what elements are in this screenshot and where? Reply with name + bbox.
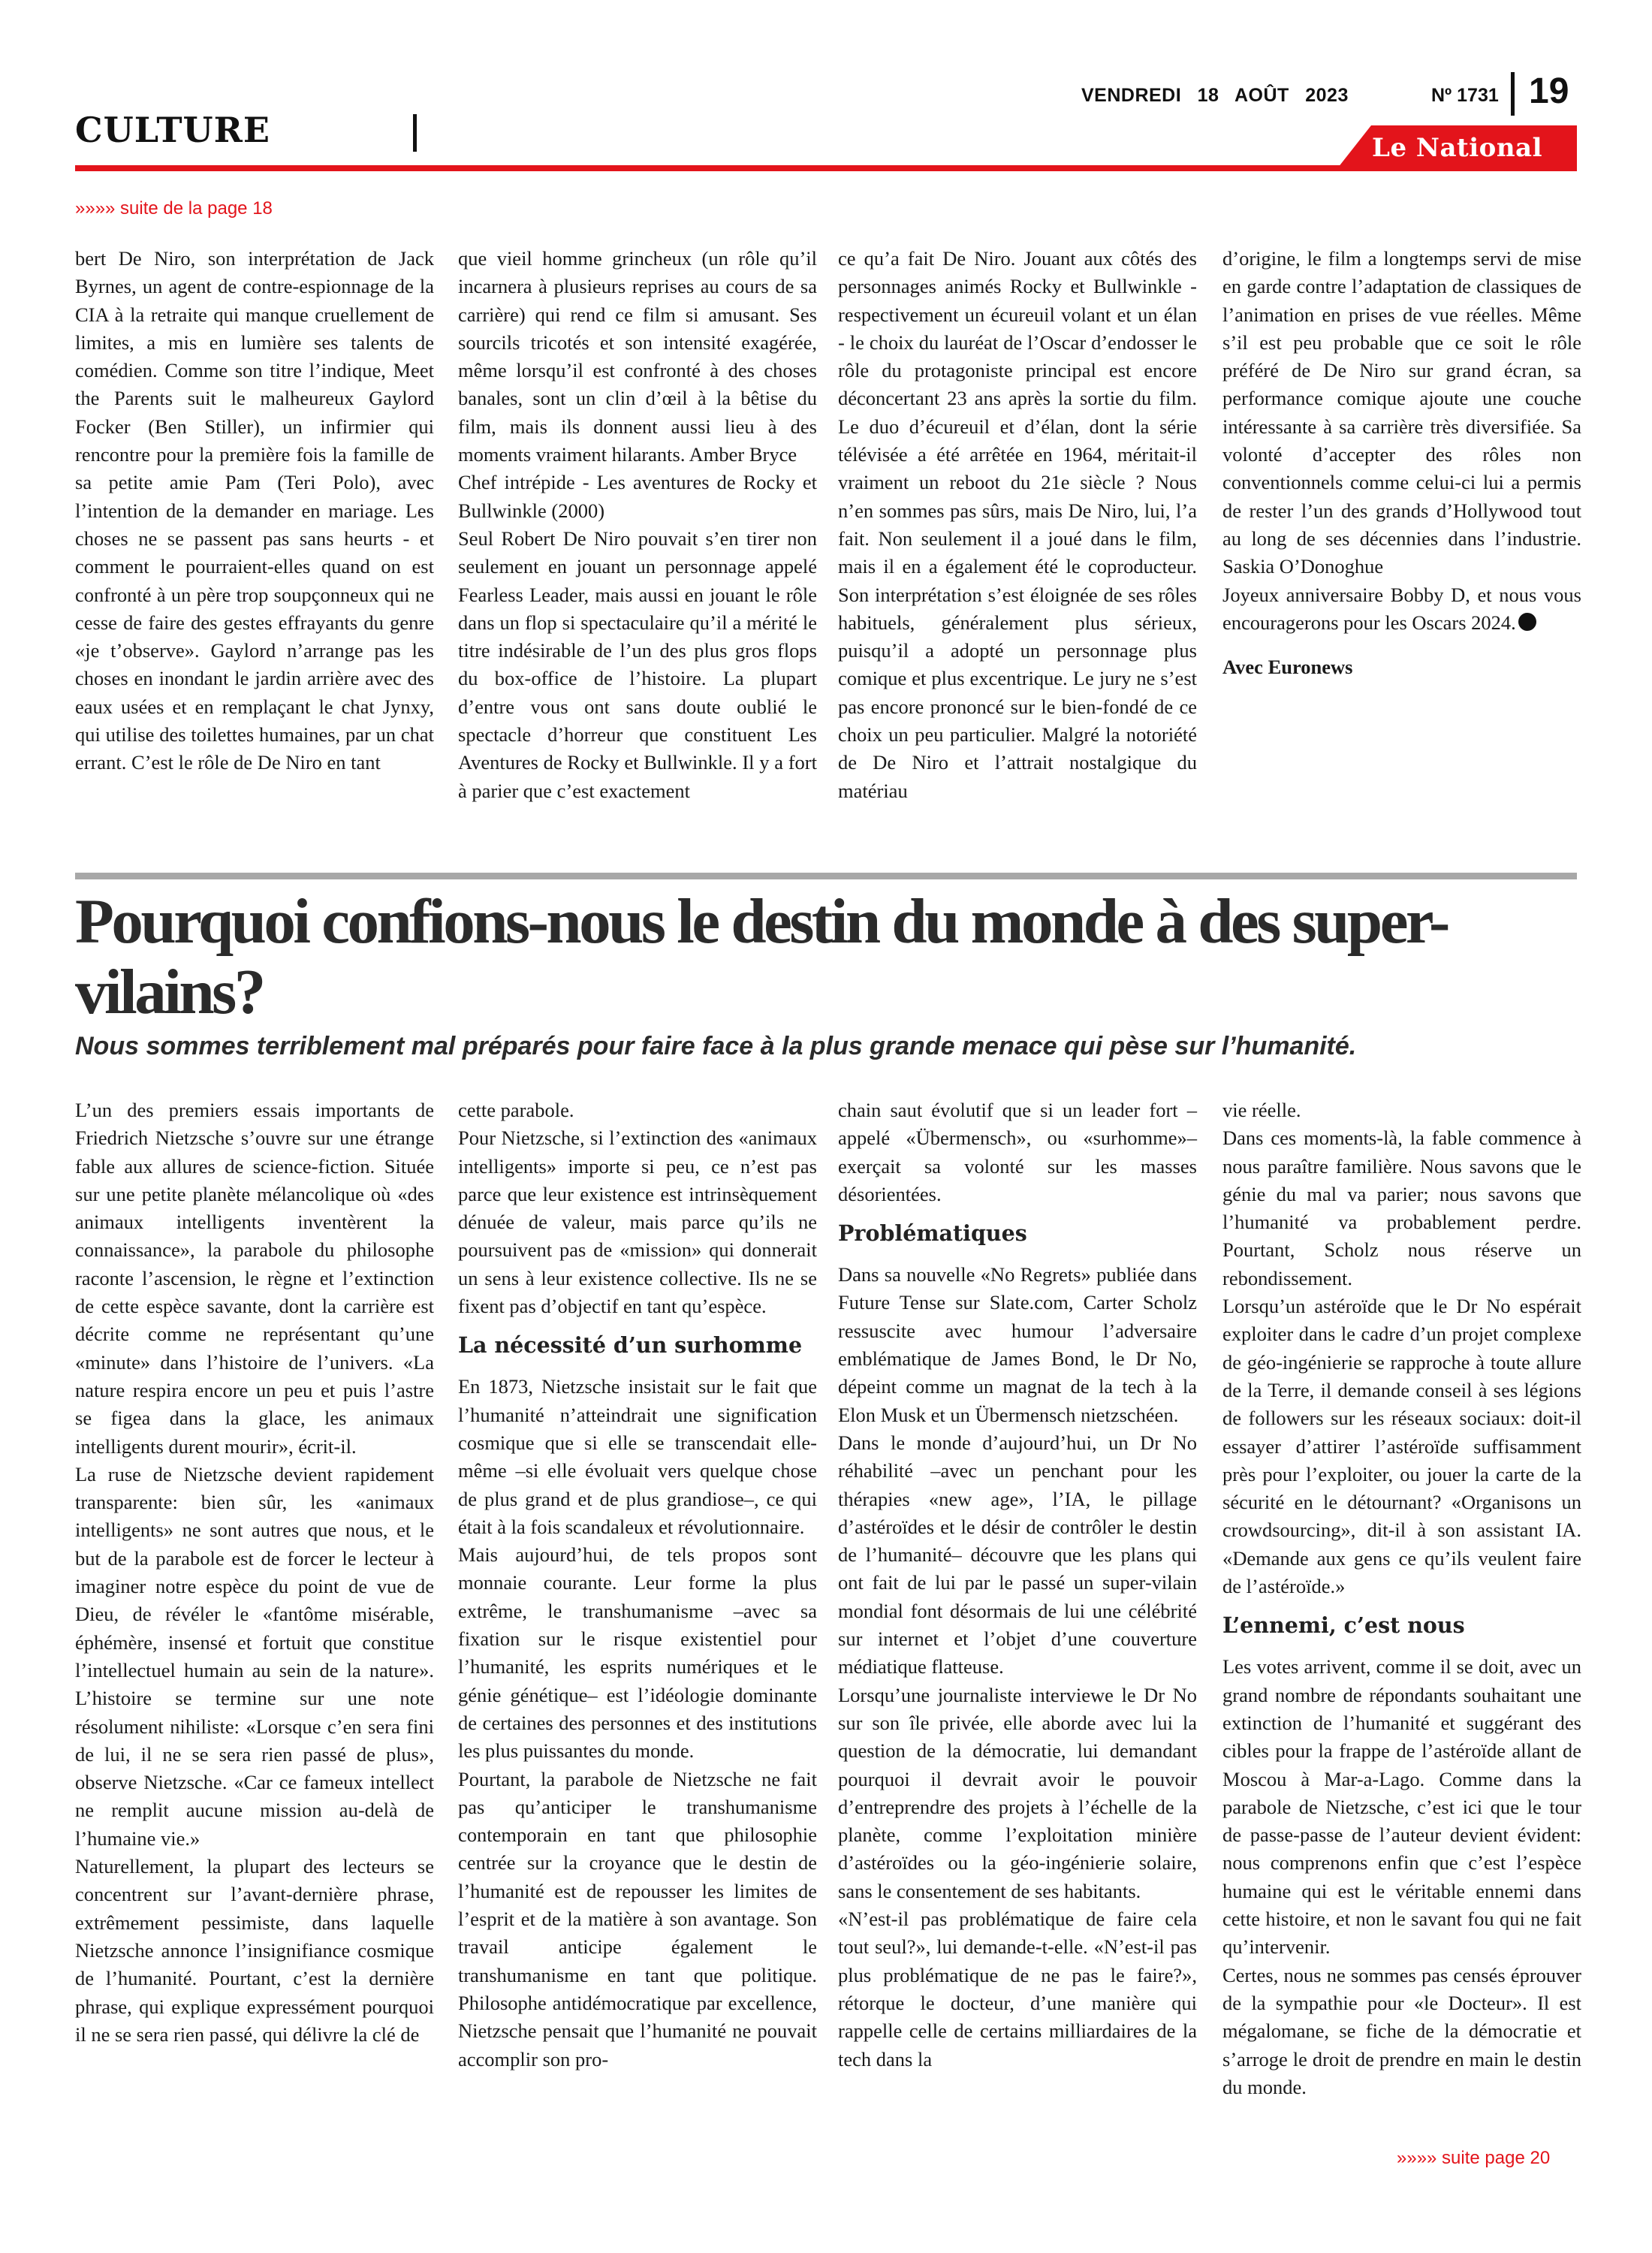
paragraph: Seul Robert De Niro pouvait s’en tirer non seulement en jouant un personnage appelé Fearless Leader, mais aussi en jouant le rôle dans un flop si spectaculaire qu’il a mérité le titre indésirable de l’un des plus gros flops du box-office de l’histoire. La plupart d’entre vous ont sans doute oublié le spectacle d’horreur que constituent Les Aventures de Rocky et Bullwinkle. Il y a fort à parier que c’est exactement bbox=[458, 526, 817, 802]
paragraph: Chef intrépide - Les aventures de Rocky et Bullwinkle (2000) bbox=[458, 471, 817, 522]
prev-article-column-1 bbox=[75, 245, 434, 777]
paragraph: cette parabole. bbox=[458, 1099, 574, 1121]
prev-article-column-3 bbox=[838, 245, 1197, 805]
section-heading: L’ennemi, c’est nous bbox=[1222, 1612, 1465, 1639]
paragraph: En 1873, Nietzsche insistait sur le fait que l’humanité n’atteindrait une signification cosmique que si elle se transcendait elle-même –si elle évoluait vers quelque chose de plus grand et de plus grandiose–, ce qui était à la fois scandaleux et révolutionnaire. bbox=[458, 1375, 817, 1538]
page-number-separator bbox=[1511, 72, 1515, 116]
section-label: CULTURE bbox=[75, 110, 270, 150]
paragraph bbox=[1222, 581, 1581, 638]
issue-number: Nº 1731 bbox=[1431, 85, 1499, 106]
continued-to-link[interactable]: »»»» suite page 20 bbox=[1397, 2148, 1551, 2168]
paragraph: Dans le monde d’aujourd’hui, un Dr No réhabilité –avec un penchant pour les thérapies «new age», l’IA, le pillage d’astéroïdes et le désir de contrôler le destin de l’humanité– découvre que les plans qui ont fait de lui par le passé un super-vilain mondial font désormais de lui une célébrité sur internet et l’objet d’une couverture médiatique flatteuse. bbox=[838, 1431, 1197, 1678]
prev-article-column-2 bbox=[458, 245, 817, 805]
article-column-2 bbox=[458, 1096, 817, 2074]
paragraph: d’origine, le film a longtemps servi de mise en garde contre l’adaptation de classiques de l’animation en prises de vue réelles. Même s’il est peu probable que ce soit le rôle préféré de De Niro sur grand écran, sa performance comique ajoute une couche intéressante à sa carrière très diversifiée. Sa volonté d’accepter des rôles non conventionnels comme celui-ci lui a permis de rester l’un des grands d’Hollywood tout au long de ses décennies dans l’industrie. Saskia O’Donoghue bbox=[1222, 247, 1581, 578]
paragraph: ce qu’a fait De Niro. Jouant aux côtés des personnages animés Rocky et Bullwinkle - respectivement un écureuil volant et un élan - le choix du lauréat de l’Oscar d’endosser le rôle du protagoniste principal est encore déconcertant 23 ans après la sortie du film. Le duo d’écureuil et d’élan, dont la série télévisée a été arrêtée en 1964, méritait-il vraiment un reboot du 21e siècle ? Nous n’en sommes pas sûrs, mais De Niro, lui, l’a fait. Non seulement il a joué dans le film, mais il en a également été le coproducteur. Son interprétation s’est éloignée de ses rôles habituels, généralement plus sérieux, puisqu’il a adopté un personnage plus comique et plus excentrique. Le jury ne s’est pas encore prononcé sur le bien-fondé de ce choix un peu particulier. Malgré la notoriété de De Niro et l’attrait nostalgique du matériau bbox=[838, 247, 1197, 802]
paragraph: La ruse de Nietzsche devient rapidement transparente: bien sûr, les «animaux intelligents» ne sont autres que nous, et le but de la parabole est de forcer le lecteur à imaginer notre espèce du point de vue de Dieu, de révéler le «fantôme misérable, éphémère, insensé et fortuit que constitue l’intellectuel humain au sein de la nature». L’histoire se termine sur une note résolument nihiliste: «Lorsque c’en sera fini de lui, il ne se sera rien passé de plus», observe Nietzsche. «Car ce fameux intellect ne remplit aucune mission au-delà de l’humaine vie.» bbox=[75, 1462, 434, 1850]
article-column-4 bbox=[1222, 1096, 1581, 2101]
paragraph: Dans ces moments-là, la fable commence à nous paraître familière. Nous savons que le génie du mal va parier; nous savons que l’humanité va probablement perdre. Pourtant, Scholz nous réserve un rebondissement. bbox=[1222, 1126, 1581, 1289]
paragraph: Les votes arrivent, comme il se doit, avec un grand nombre de répondants souhaitant une extinction de l’humanité et suggérant des cibles pour la frappe de l’astéroïde allant de Moscou à Mar-a-Lago. Comme dans la parabole de Nietzsche, c’est ici que le tour de passe-passe de l’auteur devient évident: nous comprenons enfin que c’est l’espèce humaine qui est le véritable ennemi dans cette histoire, et non le savant fou qui ne fait qu’intervenir. bbox=[1222, 1655, 1581, 1959]
header-rule bbox=[75, 165, 1440, 171]
paragraph: vie réelle. bbox=[1222, 1099, 1301, 1121]
brand-name: Le National bbox=[1372, 133, 1542, 163]
article-credit: Avec Euronews bbox=[1222, 656, 1353, 679]
paragraph: Certes, nous ne sommes pas censés éprouver de la sympathie pour «le Docteur». Il est mégalomane, se fiche de la démocratie et s’arroge le droit de prendre en main le destin du monde. bbox=[1222, 1963, 1581, 2098]
paragraph: Naturellement, la plupart des lecteurs se concentrent sur l’avant-dernière phrase, extrêmement pessimiste, dans laquelle Nietzsche annonce l’insignifiance cosmique de l’humanité. Pourtant, c’est la dernière phrase, qui explique expressément pourquoi il ne se sera rien passé, qui délivre la clé de bbox=[75, 1855, 434, 2046]
paragraph: Pourtant, la parabole de Nietzsche ne fait pas qu’anticiper le transhumanisme contemporain en tant que philosophie centrée sur la croyance que le destin de l’humanité est de repousser les limites de l’esprit et de la matière à son avantage. Son travail anticipe également le transhumanisme en tant que politique. Philosophe antidémocratique par excellence, Nietzsche pensait que l’humanité ne pouvait accomplir son pro- bbox=[458, 1767, 817, 2071]
article-column-1 bbox=[75, 1096, 434, 2049]
prev-article-column-4 bbox=[1222, 245, 1581, 681]
article-subheadline: Nous sommes terriblement mal préparés pour faire face à la plus grande menace qui pèse sur l’humanité. bbox=[75, 1032, 1357, 1060]
section-heading: La nécessité d’un surhomme bbox=[458, 1332, 803, 1359]
paragraph: Lorsqu’une journaliste interviewe le Dr No sur son île privée, elle aborde avec lui la question de la démocratie, lui demandant pourquoi il devrait avoir le pouvoir d’entreprendre des projets à l’échelle de la planète, comme l’exploitation minière d’astéroïdes ou la géo-ingénierie solaire, sans le consentement de ses habitants. bbox=[838, 1683, 1197, 1902]
paragraph: bert De Niro, son interprétation de Jack Byrnes, un agent de contre-espionnage de la CIA à la retraite qui manque cruellement de limites, a mis en lumière ses talents de comédien. Comme son titre l’indique, Meet the Parents suit le malheureux Gaylord Focker (Ben Stiller), un infirmier qui rencontre pour la première fois la famille de sa petite amie Pam (Teri Polo), avec l’intention de la demander en mariage. Les choses ne se passent pas sans heurts - et comment le pourraient-elles quand on est confronté à un père trop soupçonneux qui ne cesse de faire des gestes effrayants du genre «je t’observe». Gaylord n’arrange pas les choses en inondant le jardin arrière avec des eaux usées et en remplaçant le chat Jynxy, qui utilise des toilettes humaines, par un chat errant. C’est le rôle de De Niro en tant bbox=[75, 247, 434, 774]
page-number: 19 bbox=[1529, 71, 1569, 111]
paragraph: que vieil homme grincheux (un rôle qu’il incarnera à plusieurs reprises au cours de sa carrière) qui rend ce film si amusant. Ses sourcils tricotés et son intensité exagérée, même lorsqu’il est confronté à des choses banales, sont un clin d’œil à la bêtise du film, mais ils donnent aussi lieu à des moments vraiment hilarants. Amber Bryce bbox=[458, 247, 817, 466]
paragraph: Mais aujourd’hui, de tels propos sont monnaie courante. Leur forme la plus extrême, le transhumanisme –avec sa fixation sur le risque existentiel pour l’humanité, les esprits numériques et le génie génétique– est l’idéologie dominante de certaines des personnes et des institutions les plus puissantes du monde. bbox=[458, 1543, 817, 1763]
paragraph: chain saut évolutif que si un leader fort –appelé «Übermensch», ou «surhomme»– exerçait sa volonté sur les masses désorientées. bbox=[838, 1099, 1197, 1205]
paragraph: Lorsqu’un astéroïde que le Dr No espérait exploiter dans le cadre d’un projet complexe de géo-ingénierie se rapproche à toute allure de la Terre, il demande conseil à ses légions de followers sur les réseaux sociaux: doit-il essayer d’attirer l’astéroïde suffisamment près pour l’exploiter, ou jouer la carte de la sécurité en le détournant? «Organisons un crowdsourcing», dit-il à son assistant IA. «Demande aux gens ce qu’ils veulent faire de l’astéroïde.» bbox=[1222, 1295, 1581, 1598]
dateline: VENDREDI 18 AOÛT 2023 bbox=[1081, 85, 1349, 106]
paragraph: Pour Nietzsche, si l’extinction des «animaux intelligents» importe si peu, ce n’est pas parce que leur existence est intrinsèquement dénuée de valeur, mais parce qu’ils ne poursuivent pas de «mission» qui donnerait un sens à leur existence collective. Ils ne se fixent pas d’objectif en tant qu’espèce. bbox=[458, 1126, 817, 1318]
article-column-3 bbox=[838, 1096, 1197, 2074]
paragraph: L’un des premiers essais importants de Friedrich Nietzsche s’ouvre sur une étrange fable aux allures de science-fiction. Située sur une petite planète mélancolique où «des animaux intelligents inventèrent la connaissance», la parabole du philosophe raconte l’ascension, le règne et l’extinction de cette espèce savante, dont la carrière est décrite comme ne représentant qu’une «minute» dans l’histoire de l’univers. «La nature respira encore un peu et puis l’astre se figea dans la glace, les animaux intelligents durent mourir», écrit-il. bbox=[75, 1099, 434, 1458]
section-heading: Problématiques bbox=[838, 1220, 1027, 1247]
end-of-article-icon bbox=[1518, 613, 1536, 631]
paragraph-text: Joyeux anniversaire Bobby D, et nous vous encouragerons pour les Oscars 2024. bbox=[1222, 583, 1581, 634]
paragraph: Dans sa nouvelle «No Regrets» publiée dans Future Tense sur Slate.com, Carter Scholz ressuscite avec humour l’adversaire emblématique de James Bond, le Dr No, dépeint comme un magnat de la tech à la Elon Musk et un Übermensch nietzschéen. bbox=[838, 1263, 1197, 1426]
paragraph: «N’est-il pas problématique de faire cela tout seul?», lui demande-t-elle. «N’est-il pas plus problématique de ne pas le faire?», rétorque le docteur, d’une manière qui rappelle celle de certains milliardaires de la tech dans la bbox=[838, 1908, 1197, 2071]
article-headline: Pourquoi confions-nous le destin du monde à des super-vilains? bbox=[75, 886, 1448, 1027]
article-divider bbox=[75, 873, 1577, 879]
continued-from-link[interactable]: »»»» suite de la page 18 bbox=[75, 198, 273, 219]
section-separator bbox=[413, 114, 417, 152]
